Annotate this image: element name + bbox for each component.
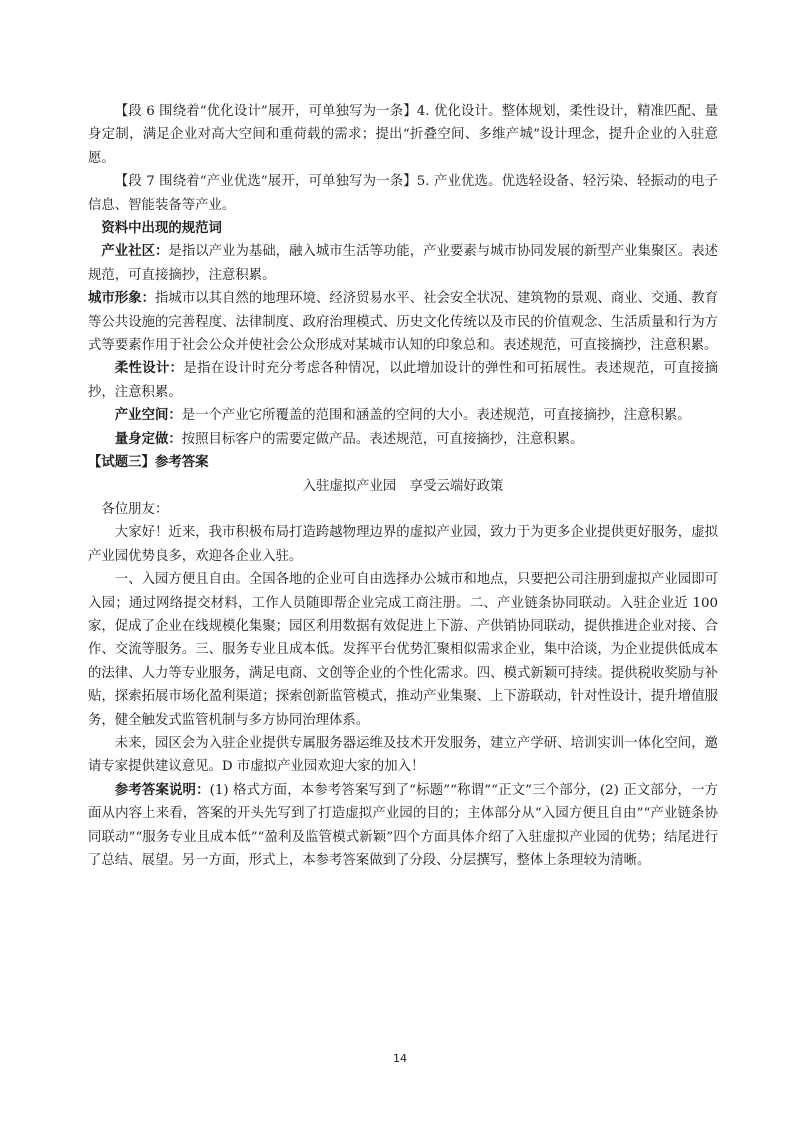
term-definition: 指城市以其自然的地理环境、经济贸易水平、社会安全状况、建筑物的景观、商业、交通、教育等公共设施的完善程度、法律制度、政府治理模式、历史文化传统以及市民的价值观念、生活质量和行为方式等要素作用于社会公众并使社会公众形成对某城市认知的印象总和。表述规范，可直接摘抄，注意积累。 (88, 291, 719, 354)
section-6-text: 4. 优化设计。整体规划，柔性设计，精准匹配、量身定制，满足企业对高大空间和重荷载的需求；提出“折叠空间、多维产城”设计理念，提升企业的入驻意愿。 (88, 104, 718, 166)
term-definition: 按照目标客户的需要定做产品。表述规范，可直接摘抄，注意积累。 (181, 431, 584, 447)
term-name: 产业社区： (101, 243, 169, 260)
term-item (88, 240, 718, 287)
section-7-text: 5. 产业优选。优选轻设备、轻污染、轻振动的电子信息、智能装备等产业。 (88, 174, 718, 213)
term-name: 柔性设计： (114, 360, 184, 377)
term-definition: 是指在设计时充分考虑各种情况，以此增加设计的弹性和可拓展性。表述规范，可直接摘抄，注意积累。 (88, 361, 719, 400)
section-6-note: 【段 6 围绕着“优化设计”展开，可单独写为一条】 (114, 104, 417, 119)
term-name: 城市形象： (88, 290, 156, 307)
explanation-label: 参考答案说明： (114, 781, 210, 798)
answer-heading: 【试题三】参考答案 (88, 454, 209, 471)
paragraph-section-6 (88, 100, 718, 170)
term-name: 产业空间： (114, 407, 182, 424)
term-item (88, 428, 718, 451)
page-number: 14 (393, 1052, 407, 1065)
paragraph-section-7 (88, 170, 718, 217)
term-item (88, 404, 718, 427)
term-name: 量身定做： (114, 430, 182, 447)
explanation-text: (1) 格式方面，本参考答案写到了“标题”“称谓”“正文”三个部分，(2) 正文部分，一方面从内容上来看，答案的开头先写到了打造虚拟产业园的目的；主体部分从“入园方便且自由”“产业链条协同联动”“服务专业且成本低”“盈利及监管模式新颖”四个方面具体介绍了入驻虚拟产业园的优势；结尾进行了总结、展望。另一方面，形式上，本参考答案做到了分段、分层撰写，整体上条理较为清晰。 (88, 782, 719, 868)
term-item (88, 357, 718, 404)
answer-title: 入驻虚拟产业园 享受云端好政策 (302, 478, 504, 494)
answer-conclusion: 未来，园区会为入驻企业提供专属服务器运维及技术开发服务，建立产学研、培训实训一体化空间，邀请专家提供建议意见。D 市虚拟产业园欢迎大家的加入！ (88, 735, 718, 775)
page-content (88, 100, 718, 872)
terms-heading: 资料中出现的规范词 (101, 220, 222, 237)
term-definition: 是一个产业它所覆盖的范围和涵盖的空间的大小。表述规范，可直接摘抄，注意积累。 (181, 408, 691, 424)
answer-explanation (88, 779, 718, 873)
answer-body: 一、入园方便且自由。全国各地的企业可自由选择办公城市和地点，只要把公司注册到虚拟产业园即可入园；通过网络提交材料，工作人员随即帮企业完成工商注册。二、产业链条协同联动。入驻企业近 100 家，促成了企业在线规模化集聚；园区利用数据有效促进上下游、产供销协同联动，提供推进企业对接、合作、交流等服务。三、服务专业且成本低。发挥平台优势汇聚相似需求企业，集中洽谈，为企业提供低成本的法律、人力等专业服务，满足电商、文创等企业的个性化需求。四、模式新颖可持续。提供税收奖励与补贴，探索拓展市场化盈利渠道；探索创新监管模式，推动产业集聚、上下游联动，针对性设计，提升增值服务，健全触发式监管机制与多方协同治理体系。 (88, 572, 718, 728)
salutation: 各位朋友： (101, 501, 169, 517)
answer-intro: 大家好！近来，我市积极布局打造跨越物理边界的虚拟产业园，致力于为更多企业提供更好服务，虚拟产业园优势良多，欢迎各企业入驻。 (88, 525, 718, 564)
section-7-note: 【段 7 围绕着“产业优选”展开，可单独写为一条】 (114, 174, 417, 190)
term-definition: 是指以产业为基础，融入城市生活等功能，产业要素与城市协同发展的新型产业集聚区。表述规范，可直接摘抄，注意积累。 (88, 244, 719, 283)
term-item (88, 287, 718, 357)
